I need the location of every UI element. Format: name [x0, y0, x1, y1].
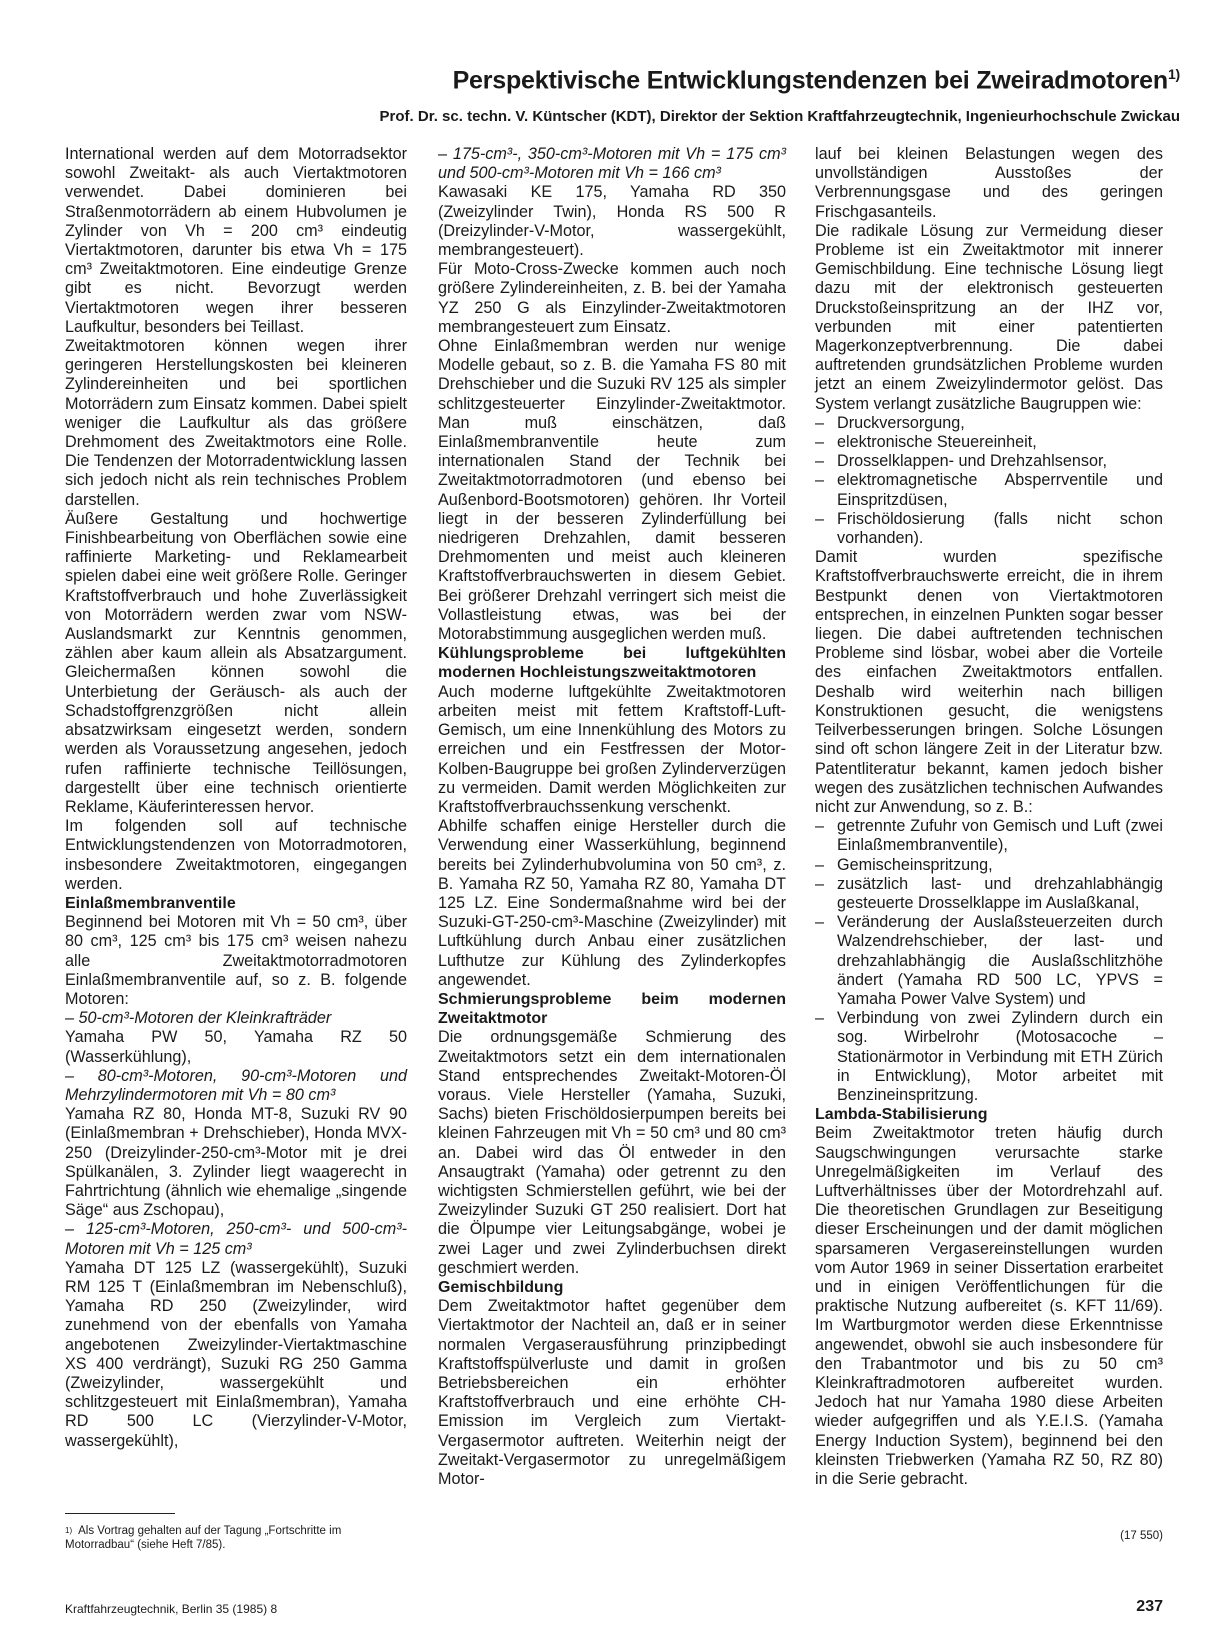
section-heading: Kühlungsprobleme bei luftgekühlten modernen Hochleistungszweitaktmotoren [438, 645, 786, 682]
title-text: Perspektivische Entwicklungstendenzen bei Zweiradmotoren [452, 66, 1168, 95]
column-3 [815, 145, 1163, 1489]
paragraph: Beginnend bei Motoren mit Vh = 50 cm³, über 80 cm³, 125 cm³ bis 175 cm³ weisen nahezu alle Zweitaktmotorradmotoren Einlaßmembranventile auf, so z. B. folgende Motoren: [65, 913, 407, 1008]
footnote-divider [65, 1513, 175, 1514]
footnote-mark: 1) [65, 1526, 73, 1535]
paragraph: Auch moderne luftgekühlte Zweitaktmotoren arbeiten meist mit fettem Kraftstoff-Luft-Gemisch, um eine Innenkühlung des Motors zu erreichen und ein Festfressen der Motor-Kolben-Baugruppe bei großen Zylinderverzügen zu vermeiden. Damit werden Möglichkeiten zur Kraftstoffverbrauchssenkung verschenkt. [438, 682, 786, 816]
paragraph: Für Moto-Cross-Zwecke kommen auch noch größere Zylindereinheiten, z. B. bei der Yamaha YZ 250 G als Einzylinder-Zweitaktmotoren membrangesteuert zum Einsatz. [438, 260, 786, 336]
solutions-list [815, 817, 1163, 1105]
paragraph: Äußere Gestaltung und hochwertige Finishbearbeitung von Oberflächen sowie eine raffinierte Marketing- und Reklamearbeit spielen dabei eine weit größere Rolle. Geringer Kraftstoffverbrauch und hohe Zuverlässigkeit von Motorrädern werden zwar vom NSW-Auslandsmarkt zur Kenntnis genommen, zählen aber kaum allein als Absatzargument. Gleichermaßen können sowohl die Unterbietung der Geräusch- als auch der Schadstoffgrenzgrößen nicht allein absatzwirksam eingesetzt werden, sondern werden als Voraussetzung angesehen, jedoch rufen raffinierte technische Teillösungen, dargestellt über eine technisch orientierte Reklame, Käuferinteressen hervor. [65, 509, 407, 816]
list-item: – zusätzlich last- und drehzahlabhängig gesteuerte Drosselklappe im Auslaßkanal, [815, 875, 1163, 913]
engine-class-item: – 80-cm³-Motoren, 90-cm³-Motoren und Mehrzylindermotoren mit Vh = 80 cm³ [65, 1066, 407, 1104]
paragraph: Die radikale Lösung zur Vermeidung dieser Probleme ist ein Zweitaktmotor mit innerer Gemischbildung. Eine technische Lösung liegt dazu mit der elektronisch gesteuerten Druckstoßeinspritzung an der IHZ vor, verbunden mit einer patentierten Magerkonzeptverbrennung. Die dabei auftretenden grundsätzlichen Probleme wurden jetzt an einem Zweizylindermotor gelöst. Das System verlangt zusätzliche Baugruppen wie: [815, 221, 1163, 413]
paragraph: International werden auf dem Motorradsektor sowohl Zweitakt- als auch Viertaktmotoren verwendet. Dabei dominieren bei Straßenmotorrädern ab einem Hubvolumen je Zylinder von Vh = 200 cm³ eindeutig Viertaktmotoren, darunter bis etwa Vh = 175 cm³ Zweitaktmotoren. Eine eindeutige Grenze gibt es nicht. Bevorzugt werden Viertaktmotoren wegen ihrer besseren Laufkultur, besonders bei Teillast. [65, 145, 407, 336]
footnote [65, 1524, 410, 1552]
list-item: – elektromagnetische Absperrventile und Einspritzdüsen, [815, 471, 1163, 509]
list-item: – Verbindung von zwei Zylindern durch ein sog. Wirbelrohr (Motosacoche – Stationärmotor in Verbindung mit ETH Zürich in Entwicklung), Motor arbeitet mit Benzineinspritzung. [815, 1009, 1163, 1105]
paragraph: Im folgenden soll auf technische Entwicklungstendenzen von Motorradmotoren, insbesondere Zweitaktmotoren, eingegangen werden. [65, 817, 407, 893]
list-item: – getrennte Zufuhr von Gemisch und Luft (zwei Einlaßmembranventile), [815, 817, 1163, 855]
paragraph: Zweitaktmotoren können wegen ihrer geringeren Herstellungskosten bei kleineren Zylindereinheiten und bei sportlichen Motorrädern zum Einsatz kommen. Dabei spielt weniger die Laufkultur als das größere Drehmoment des Zweitaktmotors eine Rolle. Die Tendenzen der Motorradentwicklung lassen sich jedoch nicht als rein technisches Problem darstellen. [65, 337, 407, 509]
paragraph: Beim Zweitaktmotor treten häufig durch Saugschwingungen verursachte starke Unregelmäßigkeiten im Verlauf des Luftverhältnisses über der Motordrehzahl auf. Die theoretischen Grundlagen zur Beseitigung dieser Erscheinungen und der damit möglichen sparsameren Vergasereinstellungen wurden vom Autor 1969 in seiner Dissertation erarbeitet und in einigen Veröffentlichungen für die praktische Nutzung aufbereitet (s. KFT 11/69). Im Wartburgmotor werden diese Erkenntnisse angewendet, obwohl sie auch insbesondere für den Trabantmotor und bis zu 50 cm³ Kleinkraftradmotoren aufbereitet wurden. Jedoch hat nur Yamaha 1980 diese Arbeiten wieder aufgegriffen und als Y.E.I.S. (Yamaha Energy Induction System), beginnend bei den kleinsten Triebwerken (Yamaha RZ 50, RZ 80) in die Serie gebracht. [815, 1124, 1163, 1489]
journal-citation: Kraftfahrzeugtechnik, Berlin 35 (1985) 8 [65, 1602, 278, 1616]
footnote-text: Als Vortrag gehalten auf der Tagung „Fortschritte im Motorradbau“ (siehe Heft 7/85). [65, 1525, 342, 1551]
section-heading: Einlaßmembranventile [65, 894, 236, 912]
column-2 [438, 145, 786, 1489]
paragraph: Ohne Einlaßmembran werden nur wenige Modelle gebaut, so z. B. die Yamaha FS 80 mit Drehschieber und die Suzuki RV 125 als simpler schlitzgesteuerter Einzylinder-Zweitaktmotor. Man muß einschätzen, daß Einlaßmembranventile heute zum internationalen Stand der Technik bei Zweitaktmotorradmotoren (und ebenso bei Außenbord-Bootsmotoren) gehören. Ihr Vorteil liegt in der besseren Zylinderfüllung bei niedrigeren Drehzahlen, damit besseren Drehmomenten und meist auch kleineren Kraftstoffverbrauchswerten in diesem Gebiet. Bei größerer Drehzahl verringert sich meist die Vollastleistung etwas, was bei der Motorabstimmung ausgeglichen werden muß. [438, 337, 786, 644]
section-heading: Schmierungsprobleme beim modernen Zweitaktmotor [438, 990, 786, 1028]
paragraph: Yamaha DT 125 LZ (wassergekühlt), Suzuki RM 125 T (Einlaßmembran im Nebenschluß), Yamaha RD 250 (Zweizylinder, wird zunehmend von der ebenfalls von Yamaha angebotenen Zweizylinder-Viertaktmaschine XS 400 verdrängt), Suzuki RG 250 Gamma (Zweizylinder, wassergekühlt und schlitzgesteuert mit Einlaßmembran), Yamaha RD 500 LC (Vierzylinder-V-Motor, wassergekühlt), [65, 1258, 407, 1450]
list-item: – Veränderung der Auslaßsteuerzeiten durch Walzendrehschieber, der last- und drehzahlabhängig die Auslaßschlitzhöhe ändert (Yamaha RD 500 LC, YPVS = Yamaha Power Valve System) und [815, 913, 1163, 1009]
page-number: 237 [1136, 1598, 1163, 1615]
section-heading: Lambda-Stabilisierung [815, 1106, 988, 1124]
engine-class-item: – 125-cm³-Motoren, 250-cm³- und 500-cm³-Motoren mit Vh = 125 cm³ [65, 1220, 407, 1258]
title-footnote-mark: 1) [1167, 66, 1180, 82]
paragraph: lauf bei kleinen Belastungen wegen des unvollständigen Ausstoßes der Verbrennungsgase und des geringen Frischgasanteils. [815, 145, 1163, 221]
section-heading: Gemischbildung [438, 1278, 564, 1296]
component-list [815, 414, 1163, 548]
engine-class-item: – 50-cm³-Motoren der Kleinkrafträder [65, 1009, 332, 1028]
column-1 [65, 145, 407, 1451]
document-id: (17 550) [1120, 1530, 1163, 1542]
list-item: – Druckversorgung, [815, 414, 1163, 433]
list-item: – Frischöldosierung (falls nicht schon vorhanden). [815, 510, 1163, 548]
paragraph: Die ordnungsgemäße Schmierung des Zweitaktmotors setzt ein dem internationalen Stand entsprechendes Zweitakt-Motoren-Öl voraus. Viele Hersteller (Yamaha, Suzuki, Sachs) bieten Frischöldosierpumpen bereits bei kleinen Fahrzeugen mit Vh = 50 cm³ und 80 cm³ an. Dabei wird das Öl entweder in den Ansaugtrakt (Yamaha) oder getrennt zu den wichtigsten Schmierstellen geführt, wie bei der Zweizylinder Suzuki GT 250 realisiert. Dort hat die Ölpumpe vier Leitungsabgänge, wobei je zwei Lager und zwei Zylinderbuchsen direkt geschmiert werden. [438, 1028, 786, 1277]
author-byline: Prof. Dr. sc. techn. V. Küntscher (KDT), Direktor der Sektion Kraftfahrzeugtechnik, Ingenieurhochschule Zwickau [379, 108, 1180, 125]
paragraph: Abhilfe schaffen einige Hersteller durch die Verwendung einer Wasserkühlung, beginnend bereits bei Zylinderhubvolumina von 50 cm³, z. B. Yamaha RZ 50, Yamaha RZ 80, Yamaha DT 125 LZ. Eine Sondermaßnahme wird bei der Suzuki-GT-250-cm³-Maschine (Zweizylinder) mit Luftkühlung durch Anbau einer zusätzlichen Lufthutze zur Kühlung des Zylinderkopfes angewendet. [438, 817, 786, 989]
list-item: – elektronische Steuereinheit, [815, 433, 1163, 452]
paragraph: Kawasaki KE 175, Yamaha RD 350 (Zweizylinder Twin), Honda RS 500 R (Dreizylinder-V-Motor, wassergekühlt, membrangesteuert). [438, 183, 786, 260]
paragraph: Yamaha PW 50, Yamaha RZ 50 (Wasserkühlung), [65, 1028, 407, 1066]
paragraph: Damit wurden spezifische Kraftstoffverbrauchswerte erreicht, die in ihrem Bestpunkt denen von Viertaktmotoren entsprechen, in einzelnen Punkten sogar besser liegen. Die dabei auftretenden technischen Probleme sind lösbar, wobei aber die Vorteile des einfachen Zweitaktmotors entfallen. Deshalb wird weiterhin nach billigen Konstruktionen gesucht, die wenigstens Teilverbesserungen bringen. Solche Lösungen sind oft schon längere Zeit in der Literatur bzw. Patentliteratur bekannt, kamen jedoch bisher wegen des zusätzlichen technischen Aufwandes nicht zur Anwendung, so z. B.: [815, 548, 1163, 816]
engine-class-item: – 175-cm³-, 350-cm³-Motoren mit Vh = 175 cm³ und 500-cm³-Motoren mit Vh = 166 cm³ [438, 145, 786, 183]
list-item: – Gemischeinspritzung, [815, 856, 1163, 875]
paragraph: Yamaha RZ 80, Honda MT-8, Suzuki RV 90 (Einlaßmembran + Drehschieber), Honda MVX-250 (Dreizylinder-250-cm³-Motor mit je drei Spülkanälen, 3. Zylinder liegt waagerecht in Fahrtrichtung (ähnlich wie ehemalige „singende Säge“ aus Zschopau), [65, 1105, 407, 1220]
paragraph: Dem Zweitaktmotor haftet gegenüber dem Viertaktmotor der Nachteil an, daß er in seiner normalen Vergaserausführung prinzipbedingt Kraftstoffspülverluste und damit in großen Betriebsbereichen ein erhöhter Kraftstoffverbrauch und eine erhöhte CH-Emission im Vergleich zum Viertakt-Vergasermotor auftreten. Weiterhin neigt der Zweitakt-Vergasermotor zu unregelmäßigem Motor- [438, 1297, 786, 1489]
list-item: – Drosselklappen- und Drehzahlsensor, [815, 452, 1163, 471]
article-title [260, 66, 1180, 95]
